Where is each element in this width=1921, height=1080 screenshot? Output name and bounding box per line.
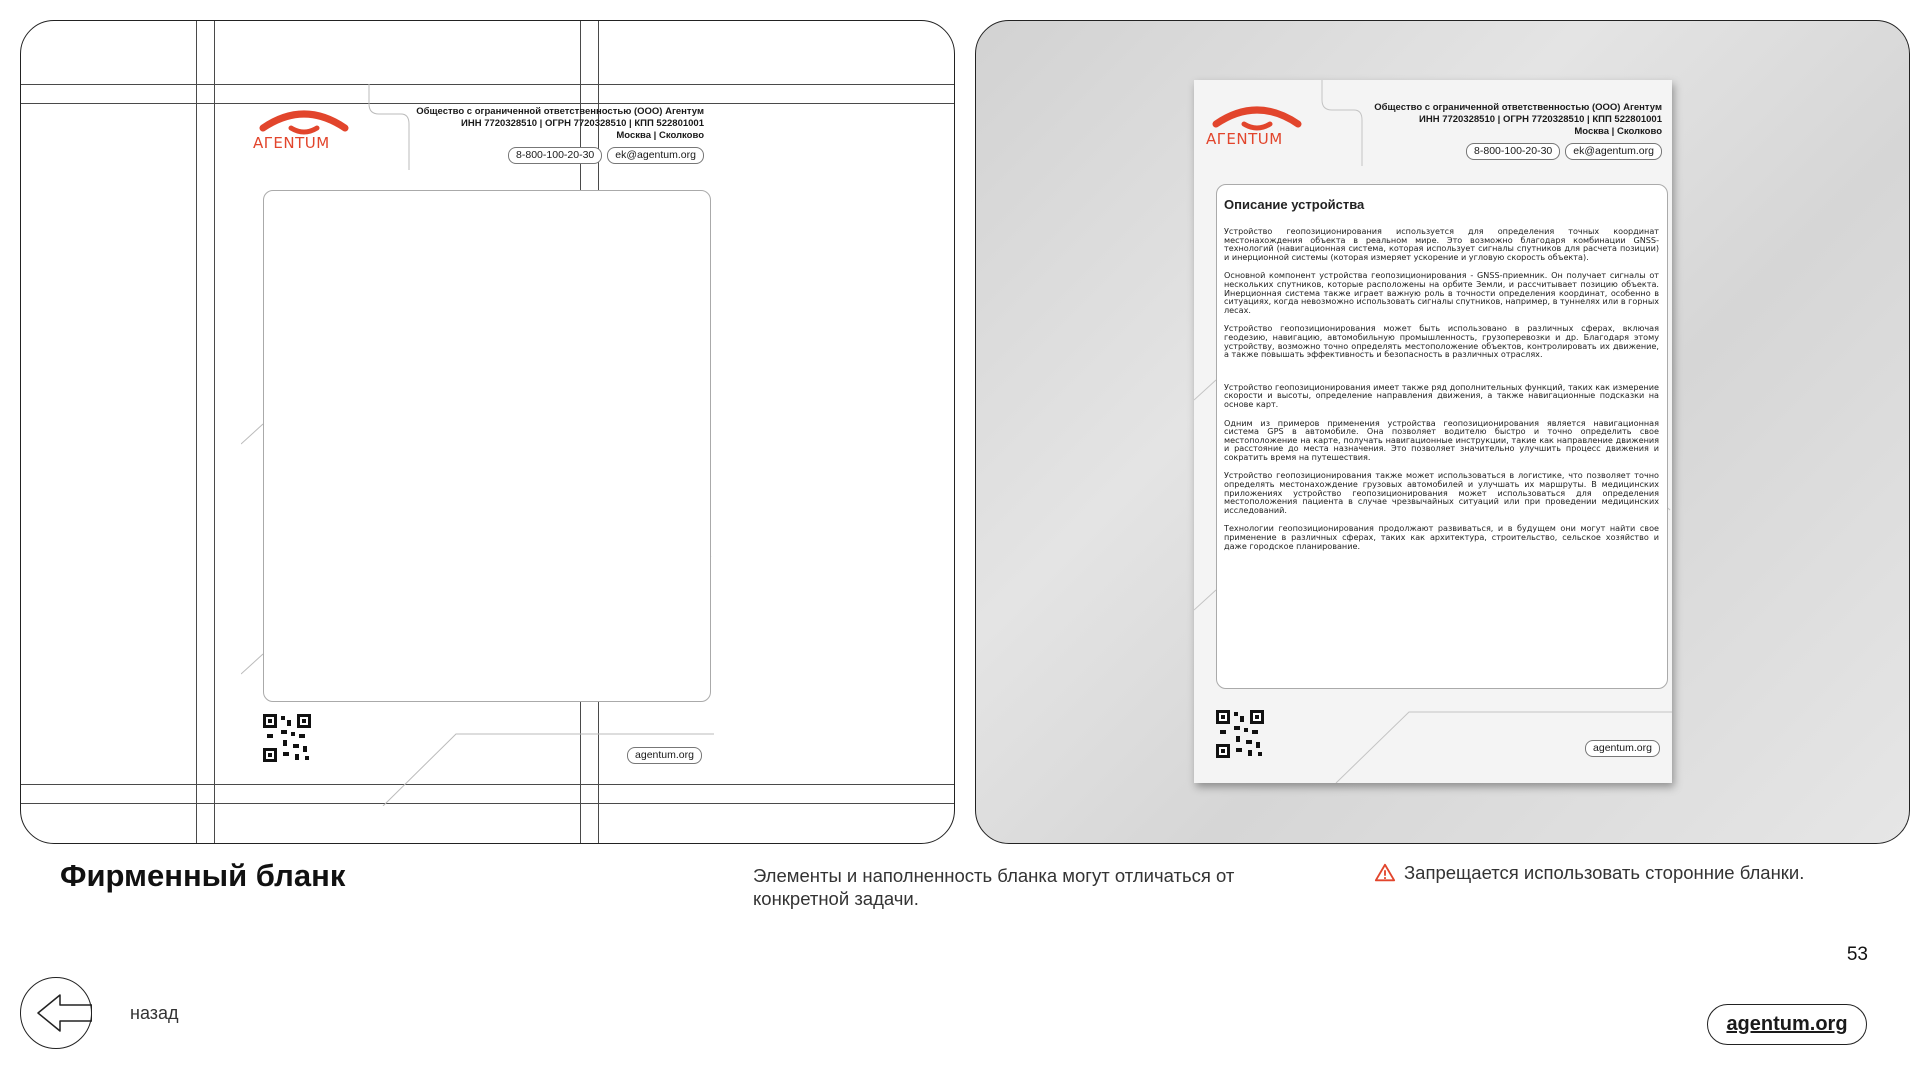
slide-title: Фирменный бланк (60, 858, 346, 893)
document-paragraph: Технологии геопозиционирования продолжают развиваться, и в будущем они могут найти свое применение в различных сферах, таких как архитектура, строительство, сельское хозяйство и даже городское планирование. (1224, 523, 1659, 551)
warning-triangle-icon (1374, 862, 1396, 884)
contacts (508, 147, 704, 164)
document-paragraph: Основной компонент устройства геопозиционирования - GNSS-приемник. Он получает сигналы от нескольких спутников, которые расположены на орбите Земли, и рассчитывает позицию объекта. Инерционная система также играет важную роль в точности определения координат, особенно в ситуациях, когда невозможно использовать сигналы спутников, например, в туннелях или в горных лесах. (1224, 270, 1659, 315)
logo-wordmark: AГENTUM (1206, 130, 1283, 148)
back-button[interactable] (20, 977, 92, 1049)
document-paragraph: Устройство геопозиционирования используется для определения точных координат местонахождения объекта в реальном мире. Это возможно благодаря комбинации GNSS-технологий (навигационная система, которая использует сигналы спутников для расчета позиции) и инерционной системы (которая измеряет ускорение и угловую скорость объекта). (1224, 226, 1659, 262)
warning-note (1374, 862, 1804, 884)
document-paragraph: Устройство геопозиционирования может быть использовано в различных сферах, включая геодезию, навигацию, автомобильную промышленность, грузоперевозки и др. Благодаря этому устройству, возможно точно определять местоположение объектов, контролировать их движение, а также повышать эффективность и безопасность в различных отраслях. (1224, 323, 1659, 360)
arrow-left-icon (20, 977, 92, 1049)
content-area (1216, 184, 1668, 689)
letterhead-example (1194, 80, 1672, 783)
page-number: 53 (1846, 944, 1868, 965)
company-name: Общество с ограниченной ответственностью (ООО) Агентум (416, 106, 704, 117)
phone-pill: 8-800-100-20-30 (1466, 143, 1560, 160)
example-panel (975, 20, 1910, 844)
company-location: Москва | Сколково (616, 130, 704, 141)
template-panel (20, 20, 955, 844)
back-label[interactable]: назад (130, 1003, 179, 1023)
website-link-button[interactable]: agentum.org (1707, 1004, 1867, 1045)
company-registration: ИНН 7720328510 | ОГРН 7720328510 | КПП 522801001 (461, 118, 704, 129)
website-pill: agentum.org (627, 747, 702, 764)
company-details (364, 106, 704, 142)
contacts (1466, 143, 1662, 160)
company-details (1322, 102, 1662, 138)
qr-code-icon (263, 714, 311, 762)
email-pill: ek@agentum.org (1565, 143, 1662, 160)
letterhead-template (241, 84, 714, 806)
warning-text: Запрещается использовать сторонние бланки. (1404, 862, 1805, 883)
website-pill: agentum.org (1585, 740, 1660, 757)
document-paragraph: Одним из примеров применения устройства геопозиционирования является навигационная система GPS в автомобиле. Она позволяет водителю быстро и точно определить свое местоположение на карте, получать навигационные инструкции, такие как направление движения и расстояние до места назначения. Это позволяет значительно улучшить процесс движения и сократить время на путешествия. (1224, 417, 1659, 462)
company-location: Москва | Сколково (1574, 126, 1662, 137)
guide-line (196, 21, 197, 843)
logo-wordmark: AГENTUM (253, 134, 330, 152)
document-title: Описание устройства (1224, 197, 1365, 212)
qr-code-icon (1216, 710, 1264, 758)
document-paragraph: Устройство геопозиционирования имеет также ряд дополнительных функций, таких как измерение скорости и высоты, определение направления движения, а также навигационные подсказки на основе карт. (1224, 381, 1659, 409)
guide-line (214, 21, 215, 843)
document-paragraph: Устройство геопозиционирования также может использоваться в логистике, что позволяет точно определять местонахождение грузовых автомобилей и улучшать их маршруты. В медицинских приложениях устройство геопозиционирования может использоваться для определения местоположения пациента в случае чрезвычайных ситуаций или при проведении медицинских исследований. (1224, 470, 1659, 515)
document-body (1224, 227, 1659, 560)
usage-note: Элементы и наполненность бланка могут отличаться от конкретной задачи. (753, 865, 1235, 909)
content-area-empty (263, 190, 711, 702)
company-name: Общество с ограниченной ответственностью (ООО) Агентум (1374, 102, 1662, 113)
company-registration: ИНН 7720328510 | ОГРН 7720328510 | КПП 522801001 (1419, 114, 1662, 125)
email-pill: ek@agentum.org (607, 147, 704, 164)
phone-pill: 8-800-100-20-30 (508, 147, 602, 164)
